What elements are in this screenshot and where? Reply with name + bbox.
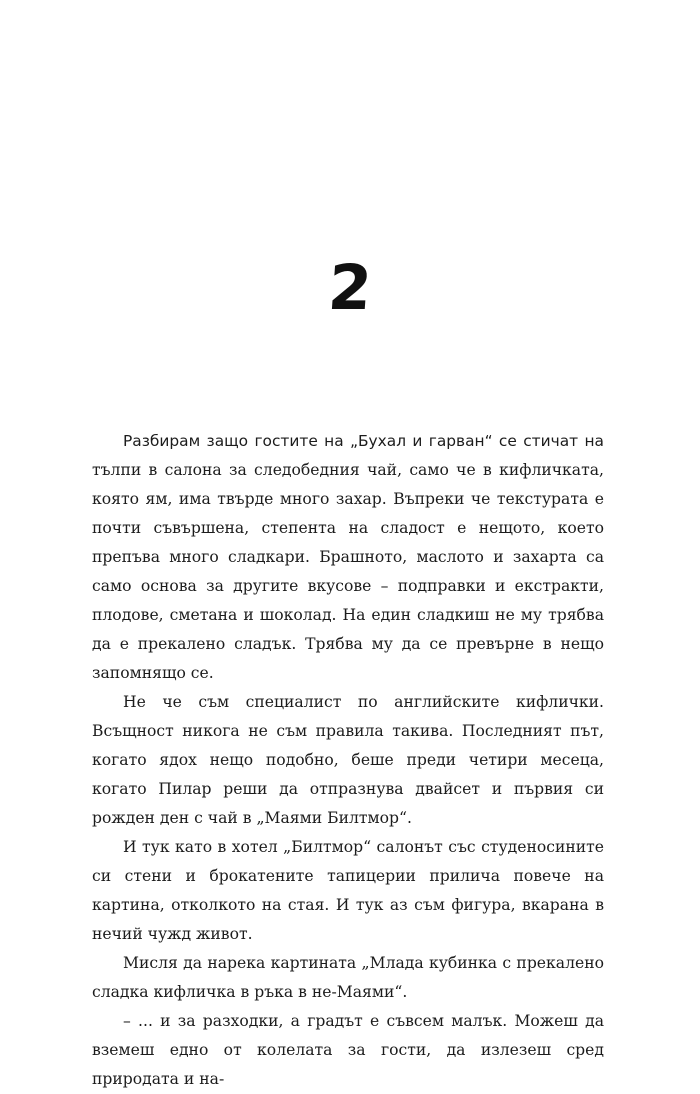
paragraph-1-text: тълпи в салона за следобедния чай, само че в кифличката, която ям, има твърде много захар. Въпреки че текстурата е почти съвършена, степента на сладост е нещото, което препъва много сладкари. Брашното, маслото и захарта са само основа за другите вкусове – подправки и екстракти, плодове, сметана и шоколад. На един сладкиш не му трябва да е прекалено сладък. Трябва му да се превърне в нещо запомнящо се. bbox=[92, 461, 604, 682]
paragraph-2: Не че съм специалист по английските кифлички. Всъщност никога не съм правила такива. Последният път, когато ядох нещо подобно, беше преди четири месеца, когато Пилар реши да отпразнува двайсет и първия си рожден ден с чай в „Маями Билтмор“. bbox=[92, 693, 604, 827]
paragraph-1-lead: Разбирам защо гостите на „Бухал и гарван“ се стичат на bbox=[123, 432, 604, 450]
paragraph-3: И тук като в хотел „Билтмор“ салонът със студеносините си стени и брокатените тапицерии прилича повече на картина, отколкото на стая. И тук аз съм фигура, вкарана в нечий чужд живот. bbox=[92, 838, 604, 943]
paragraph-5: – ... и за разходки, а градът е съвсем малък. Можеш да вземеш едно от колелата за гости, да излезеш сред природата и на- bbox=[92, 1012, 604, 1088]
chapter-number: 2 bbox=[325, 251, 375, 324]
chapter-body bbox=[92, 427, 604, 1094]
paragraph-4: Мисля да нарека картината „Млада кубинка с прекалено сладка кифличка в ръка в не-Маями“. bbox=[92, 954, 604, 1001]
paragraph-1 bbox=[92, 427, 604, 688]
